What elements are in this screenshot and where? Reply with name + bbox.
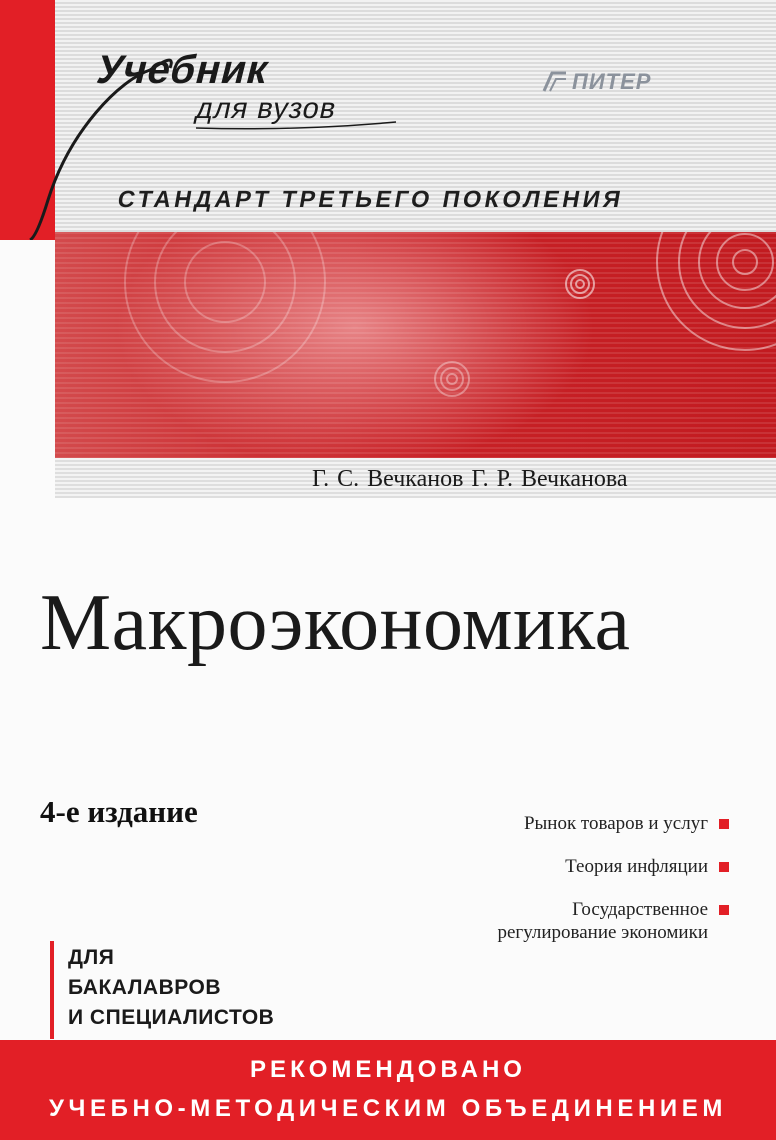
publisher-name: ПИТЕР: [572, 69, 652, 94]
audience-line: И СПЕЦИАЛИСТОВ: [68, 1006, 275, 1029]
topic-label-line2: регулирование экономики: [497, 922, 708, 943]
audience-line: ДЛЯ: [68, 946, 115, 969]
recommendation-line1: РЕКОМЕНДОВАНО: [250, 1056, 526, 1083]
series-title: Учебник: [92, 48, 274, 92]
red-square-icon: [719, 862, 729, 872]
topic-item: [497, 898, 708, 944]
concentric-circles-art: [55, 232, 776, 458]
red-square-icon: [719, 905, 729, 915]
audience-accent-bar: [50, 941, 54, 1039]
series-subtitle: для вузов: [192, 93, 340, 125]
topic-label: Теория инфляции: [565, 856, 708, 877]
topics-list: [497, 812, 708, 944]
topic-label-line1: Государственное: [572, 899, 708, 920]
book-authors: Г. С. Вечканов Г. Р. Вечканова: [312, 466, 628, 492]
publisher-mark-icon: [542, 71, 568, 93]
series-standard: СТАНДАРТ ТРЕТЬЕГО ПОКОЛЕНИЯ: [115, 186, 626, 212]
red-square-icon: [719, 819, 729, 829]
publisher-logo: [542, 69, 651, 95]
red-illustration-panel: [55, 232, 776, 458]
audience-block: [68, 943, 274, 1033]
recommendation-line2: УЧЕБНО-МЕТОДИЧЕСКИМ ОБЪЕДИНЕНИЕМ: [49, 1095, 727, 1122]
topic-label: Рынок товаров и услуг: [523, 813, 708, 834]
topic-item: [497, 855, 708, 878]
topic-item: [497, 812, 708, 835]
edition-label: 4-е издание: [40, 794, 198, 829]
audience-line: БАКАЛАВРОВ: [68, 976, 221, 999]
recommendation-banner: [0, 1040, 776, 1140]
book-title: Макроэкономика: [40, 579, 631, 667]
